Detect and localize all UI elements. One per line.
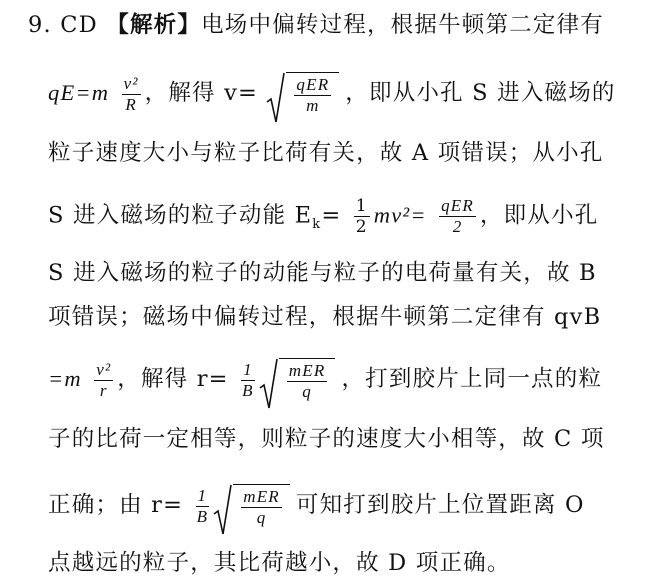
fraction-denominator: r <box>99 380 108 400</box>
subscript-k: k <box>312 217 322 232</box>
radical-sign-icon <box>259 358 279 410</box>
equals-m: =m <box>48 366 82 391</box>
fraction-denominator: q <box>256 508 267 527</box>
fraction-one-half <box>354 196 370 237</box>
fraction-denominator: B <box>196 506 209 526</box>
fraction-denominator: q <box>302 382 312 401</box>
sqrt-qER-over-m <box>266 72 339 116</box>
line-7-solve: ，解得 r= <box>117 366 229 392</box>
fraction-denominator: 2 <box>355 217 368 237</box>
line-4-tail: ，即从小孔 <box>479 202 599 229</box>
fraction-numerator: v² <box>123 73 139 93</box>
line-5: S 进入磁场的粒子的动能与粒子的电荷量有关，故 B <box>48 260 597 286</box>
fraction-1-over-B <box>241 360 255 401</box>
line-1 <box>28 10 628 40</box>
equals-sign: = <box>321 202 342 229</box>
fraction-denominator: m <box>306 96 320 115</box>
line-1-text: 电场中偏转过程，根据牛顿第二定律有 <box>201 12 604 38</box>
radical-sign-icon <box>266 72 286 124</box>
line-7-tail: ，打到胶片上同一点的粒 <box>341 366 603 392</box>
fraction-numerator: qER <box>296 75 330 94</box>
line-6: 项错误；磁场中偏转过程，根据牛顿第二定律有 qvB <box>48 304 602 330</box>
fraction-denominator: 2 <box>452 217 463 236</box>
line-2 <box>48 72 646 116</box>
line-4-head: S 进入磁场的粒子动能 E <box>48 202 313 229</box>
line-9-head: 正确；由 r= <box>48 492 184 518</box>
fraction-v2-over-r <box>94 360 113 401</box>
sqrt-mER-over-q <box>213 484 290 528</box>
line-10: 点越远的粒子，其比荷越小，故 D 项正确。 <box>48 550 511 576</box>
line-4 <box>48 196 646 240</box>
sqrt-mER-over-q <box>259 358 336 402</box>
fraction-numerator: 1 <box>243 359 253 379</box>
analysis-tag: 【解析】 <box>106 12 202 38</box>
fraction-qER-over-m <box>294 75 331 116</box>
line-7 <box>48 358 646 402</box>
line-3: 粒子速度大小与粒子比荷有关，故 A 项错误；从小孔 <box>48 140 604 166</box>
fraction-numerator: 1 <box>355 196 368 216</box>
line-8: 子的比荷一定相等，则粒子的速度大小相等，故 C 项 <box>48 426 605 452</box>
radical-sign-icon <box>213 484 233 536</box>
fraction-numerator: qER <box>441 196 474 215</box>
equation-qE: qE=m <box>48 80 110 105</box>
fraction-mER-over-q <box>241 487 282 528</box>
fraction-v2-over-R <box>122 74 141 115</box>
answer-label: CD <box>60 12 98 38</box>
expression-mv2: mv²= <box>373 202 427 228</box>
line-2-solve: ，解得 v= <box>144 80 259 106</box>
line-2-tail: ，即从小孔 S 进入磁场的 <box>345 80 616 106</box>
fraction-numerator: v² <box>96 359 112 379</box>
fraction-mER-over-q <box>287 361 328 402</box>
fraction-numerator: mER <box>243 487 280 506</box>
line-9-tail: 可知打到胶片上位置距离 O <box>295 492 585 518</box>
line-9 <box>48 484 646 528</box>
fraction-qER-over-2 <box>439 196 476 237</box>
fraction-numerator: 1 <box>197 485 208 505</box>
fraction-1-over-B <box>196 486 210 527</box>
problem-number: 9. <box>28 12 52 38</box>
fraction-denominator: R <box>125 94 137 114</box>
fraction-numerator: mER <box>288 361 326 380</box>
fraction-denominator: B <box>242 380 254 400</box>
